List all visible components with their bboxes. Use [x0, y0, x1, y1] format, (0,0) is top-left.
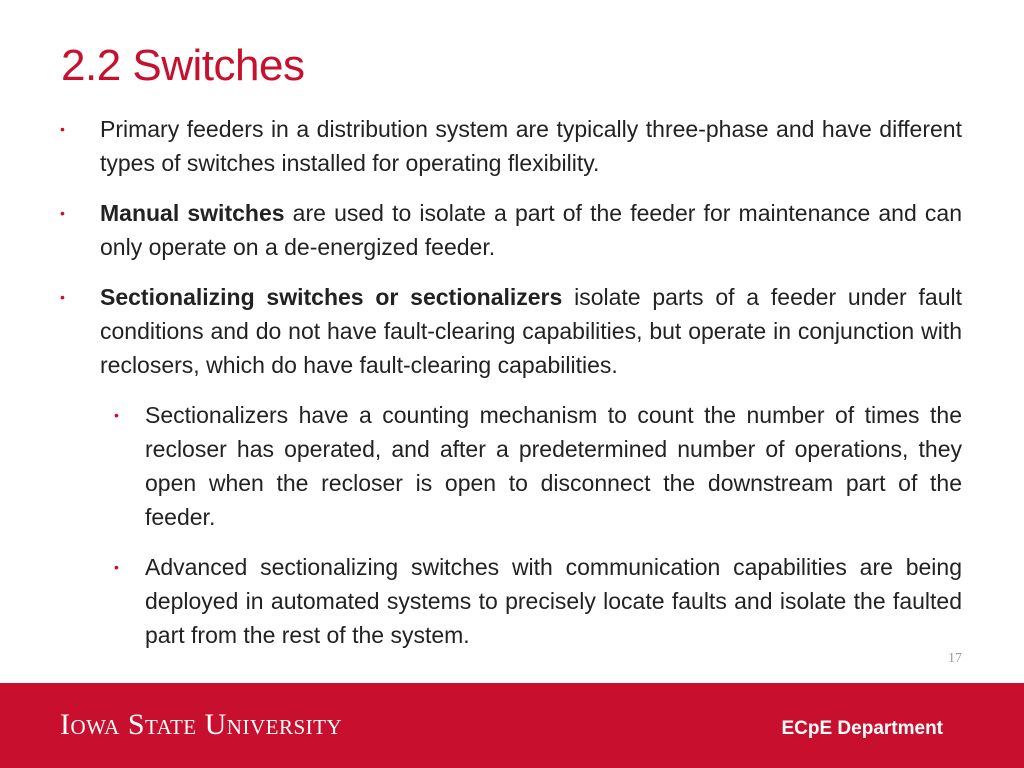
sub-bullet-counting-mechanism — [114, 398, 962, 534]
bullet-manual-switches — [60, 196, 962, 264]
sub-bullet-advanced-switches — [114, 550, 962, 652]
bullet-text: are used to isolate a part of the feeder for maintenance and can only operate on a de-energized feeder. — [100, 200, 962, 260]
bullet-dot-icon: • — [60, 205, 65, 221]
bullet-sectionalizing-switches — [60, 280, 962, 382]
slide-title: 2.2 Switches — [61, 41, 305, 90]
sub-bullet-dot-icon: • — [114, 559, 119, 575]
university-wordmark: Iowa State University — [60, 708, 343, 741]
bullet-text: Primary feeders in a distribution system are typically three-phase and have different types of switches installed for operating flexibility. — [100, 116, 962, 176]
bullet-text: isolate parts of a feeder under fault conditions and do not have fault-clearing capabilities, but operate in conjunction with reclosers, which do have fault-clearing capabilities. — [100, 284, 962, 378]
bullet-dot-icon: • — [60, 121, 65, 137]
bullet-primary-feeders — [60, 112, 962, 180]
bullet-bold-term: Manual switches — [100, 200, 285, 226]
sub-bullet-dot-icon: • — [114, 407, 119, 423]
bullet-bold-term: Sectionalizing switches or sectionalizers — [100, 284, 563, 310]
department-label: ECpE Department — [781, 718, 943, 739]
footer-bar — [0, 683, 1024, 768]
page-number: 17 — [948, 651, 962, 666]
slide-content — [0, 112, 1024, 668]
bullet-dot-icon: • — [60, 289, 65, 305]
sub-bullet-text: Advanced sectionalizing switches with communication capabilities are being deployed in automated systems to precisely locate faults and isolate the faulted part from the rest of the system. — [145, 554, 962, 648]
sub-bullet-text: Sectionalizers have a counting mechanism to count the number of times the recloser has operated, and after a predetermined number of operations, they open when the recloser is open to disconnect the downstream part of the feeder. — [145, 402, 962, 530]
